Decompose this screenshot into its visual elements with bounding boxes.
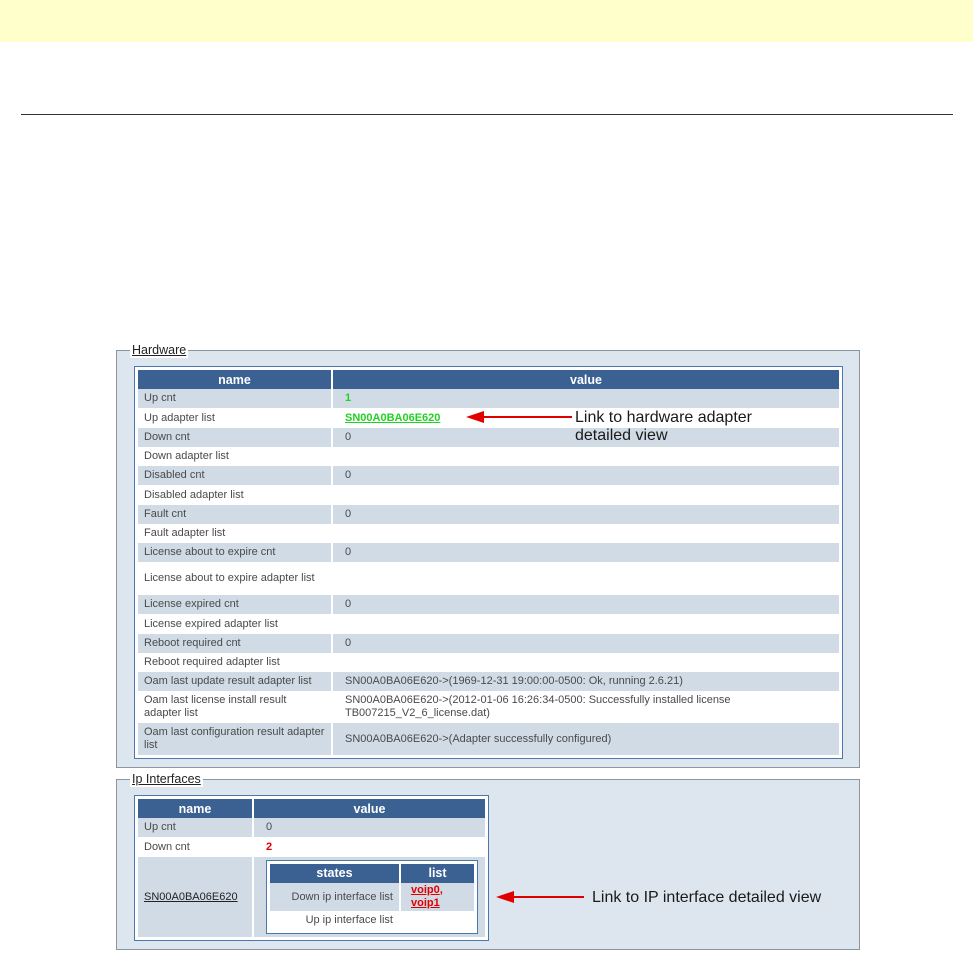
row-name: Disabled adapter list: [138, 485, 332, 505]
table-row: [138, 485, 839, 505]
table-row: [270, 883, 474, 911]
states-table: [270, 864, 474, 930]
row-value: [332, 614, 839, 634]
table-row: [138, 672, 839, 691]
row-value: [332, 653, 839, 672]
row-name: Up cnt: [138, 389, 332, 408]
hardware-header-name: name: [138, 370, 332, 389]
ip-callout: Link to IP interface detailed view: [592, 889, 822, 906]
row-value: SN00A0BA06E620->(2012-01-06 16:26:34-0500: Successfully installed license TB007215_V2_6_license.dat): [332, 691, 839, 723]
row-name: License about to expire adapter list: [138, 562, 332, 595]
row-value: 0: [332, 428, 839, 447]
hardware-callout-line1: Link to hardware adapter: [575, 409, 752, 426]
ip-interfaces-table-box: [134, 795, 489, 941]
row-name: Oam last license install result adapter list: [138, 691, 332, 723]
ip-header-name: name: [138, 799, 253, 818]
row-value: 0: [332, 543, 839, 562]
row-name: Up cnt: [138, 818, 253, 837]
hardware-header-value: value: [332, 370, 839, 389]
ip-interfaces-table: [138, 799, 485, 937]
link-separator: ,: [439, 884, 443, 896]
ip-interfaces-panel: [116, 772, 860, 950]
row-value: 0: [332, 595, 839, 614]
table-row: [138, 818, 485, 837]
row-name: Fault cnt: [138, 505, 332, 524]
row-value: 0: [332, 634, 839, 653]
table-row: [138, 634, 839, 653]
ip-header-value: value: [253, 799, 485, 818]
row-value: SN00A0BA06E620->(Adapter successfully configured): [332, 723, 839, 755]
table-row: [138, 857, 485, 937]
row-name: Fault adapter list: [138, 524, 332, 543]
hardware-adapter-link[interactable]: SN00A0BA06E620: [345, 411, 441, 424]
list-header: list: [400, 864, 474, 883]
table-row: [138, 837, 485, 857]
row-value: [332, 447, 839, 466]
ip-callout-arrow: [496, 889, 584, 905]
row-name: Down cnt: [138, 428, 332, 447]
top-highlight-band: [0, 0, 973, 42]
table-row: [138, 505, 839, 524]
row-name: Reboot required adapter list: [138, 653, 332, 672]
state-name: Up ip interface list: [270, 911, 400, 930]
row-value: [332, 562, 839, 595]
row-name: Oam last update result adapter list: [138, 672, 332, 691]
states-header: states: [270, 864, 400, 883]
table-row: [138, 614, 839, 634]
table-row: [138, 691, 839, 723]
hardware-callout-line2: detailed view: [575, 427, 668, 444]
table-row: [138, 543, 839, 562]
row-name: Oam last configuration result adapter list: [138, 723, 332, 755]
up-cnt-value: 1: [345, 392, 352, 404]
row-name: Down adapter list: [138, 447, 332, 466]
row-value: 0: [253, 818, 485, 837]
hardware-callout-arrow: [466, 409, 572, 425]
table-row: [138, 466, 839, 485]
row-name: License expired adapter list: [138, 614, 332, 634]
table-row: [138, 562, 839, 595]
table-row: [138, 389, 839, 408]
row-value: 0: [332, 466, 839, 485]
states-table-box: [266, 860, 478, 934]
row-value: SN00A0BA06E620->(1969-12-31 19:00:00-0500: Ok, running 2.6.21): [332, 672, 839, 691]
down-cnt-value: 2: [266, 840, 273, 853]
row-name: Reboot required cnt: [138, 634, 332, 653]
table-row: [138, 447, 839, 466]
state-list-value: [400, 911, 474, 930]
state-name: Down ip interface list: [270, 883, 400, 911]
row-value: [332, 524, 839, 543]
hardware-legend: Hardware: [132, 343, 187, 357]
table-row: [270, 911, 474, 930]
row-name: Disabled cnt: [138, 466, 332, 485]
horizontal-rule: [21, 114, 953, 115]
row-value: 0: [332, 505, 839, 524]
table-row: [138, 723, 839, 755]
hardware-callout: [575, 409, 752, 445]
ip-adapter-link[interactable]: SN00A0BA06E620: [144, 890, 238, 903]
row-name: License expired cnt: [138, 595, 332, 614]
table-row: [138, 595, 839, 614]
table-row: [138, 653, 839, 672]
table-row: [138, 524, 839, 543]
row-name: Down cnt: [138, 837, 253, 857]
voip0-link[interactable]: voip0: [411, 884, 440, 896]
ip-interfaces-legend: Ip Interfaces: [132, 772, 201, 786]
row-name: Up adapter list: [138, 408, 332, 428]
row-value: [332, 485, 839, 505]
voip1-link[interactable]: voip1: [411, 897, 440, 909]
row-name: License about to expire cnt: [138, 543, 332, 562]
